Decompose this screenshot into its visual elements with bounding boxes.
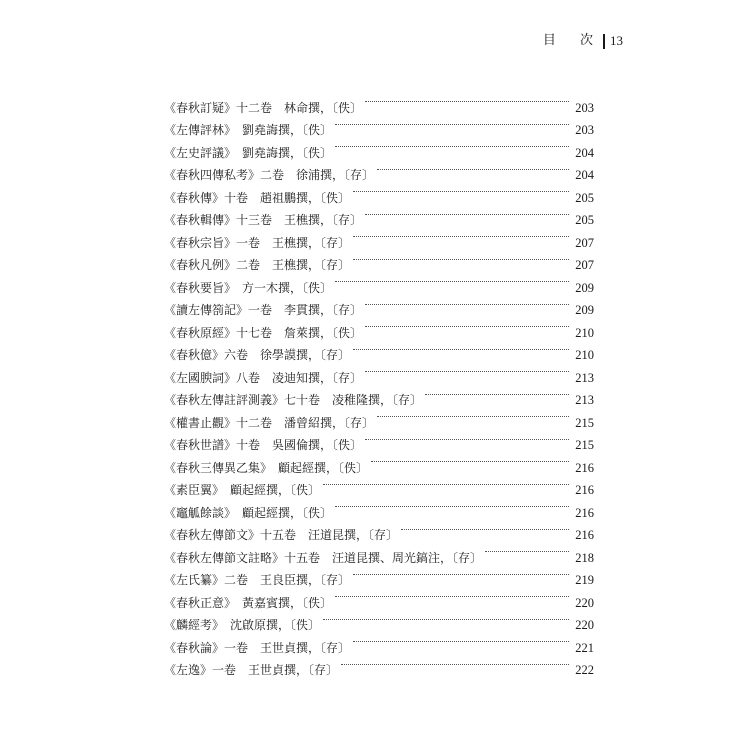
dot-leader bbox=[365, 314, 569, 337]
dot-leader bbox=[341, 652, 569, 675]
header-divider-bar bbox=[603, 34, 605, 49]
toc-entry-page: 216 bbox=[575, 483, 594, 497]
toc-entry-title: 《讀左傳箚記》一卷 李貫撰，〔存〕 bbox=[164, 303, 363, 317]
toc-entry-page: 216 bbox=[575, 528, 594, 542]
toc-entry-title: 《左逸》一卷 王世貞撰，〔存〕 bbox=[164, 663, 339, 677]
toc-entry-page: 204 bbox=[575, 168, 594, 182]
running-header bbox=[543, 33, 623, 49]
toc-entry-page: 204 bbox=[575, 145, 594, 160]
toc-entry-title: 《麟經考》 沈啟原撰，〔佚〕 bbox=[164, 618, 321, 632]
table-of-contents bbox=[164, 89, 594, 677]
toc-entry-title: 《春秋要旨》 方一木撰，〔佚〕 bbox=[164, 280, 333, 295]
toc-entry-title: 《春秋世譜》十卷 吳國倫撰，〔佚〕 bbox=[164, 438, 363, 452]
running-header-title: 目 次 bbox=[542, 33, 603, 48]
toc-entry-page: 219 bbox=[575, 573, 594, 587]
dot-leader bbox=[335, 584, 569, 607]
toc-entry-title: 《春秋凡例》二卷 王樵撰，〔存〕 bbox=[164, 258, 351, 272]
toc-entry-page: 203 bbox=[575, 123, 594, 137]
dot-leader bbox=[323, 607, 569, 630]
toc-entry-title: 《春秋輯傳》十三卷 王樵撰，〔存〕 bbox=[164, 213, 363, 227]
toc-entry-title: 《春秋訂疑》十二卷 林命撰，〔佚〕 bbox=[164, 100, 363, 115]
dot-leader bbox=[425, 382, 569, 405]
dot-leader bbox=[353, 224, 569, 247]
toc-entry-page: 205 bbox=[575, 213, 594, 227]
dot-leader bbox=[353, 247, 569, 270]
toc-entry-title: 《權書止觀》十二卷 潘曾紹撰，〔存〕 bbox=[164, 415, 375, 430]
toc-entry-page: 203 bbox=[575, 100, 594, 115]
dot-leader bbox=[335, 269, 569, 292]
toc-entry-page: 220 bbox=[575, 618, 594, 632]
toc-entry-page: 210 bbox=[575, 325, 594, 340]
dot-leader bbox=[401, 517, 569, 540]
toc-entry-title: 《左史評議》 劉堯誨撰，〔佚〕 bbox=[164, 145, 333, 160]
toc-entry-title: 《竈觚餘談》 顧起經撰，〔佚〕 bbox=[164, 505, 333, 520]
toc-entry-title: 《春秋傳》十卷 趙祖鵬撰，〔佚〕 bbox=[164, 190, 351, 205]
toc-entry-title: 《春秋四傳私考》二卷 徐浦撰，〔存〕 bbox=[164, 168, 375, 182]
toc-entry-page: 210 bbox=[575, 348, 594, 362]
toc-entry-title: 《左傳評林》 劉堯誨撰，〔佚〕 bbox=[164, 123, 333, 137]
toc-entry-title: 《春秋左傳節文》十五卷 汪道昆撰，〔存〕 bbox=[164, 528, 399, 542]
toc-entry-page: 209 bbox=[575, 303, 594, 317]
toc-entry-title: 《春秋論》一卷 王世貞撰，〔存〕 bbox=[164, 640, 351, 655]
toc-entry-title: 《春秋億》六卷 徐學謨撰，〔存〕 bbox=[164, 348, 351, 362]
toc-entry-page: 216 bbox=[575, 460, 594, 475]
dot-leader bbox=[353, 562, 569, 585]
running-header-page-number: 13 bbox=[610, 33, 623, 48]
toc-entry-title: 《春秋左傳註評測義》七十卷 凌稚隆撰，〔存〕 bbox=[164, 393, 423, 407]
dot-leader bbox=[335, 494, 569, 517]
toc-entry-page: 205 bbox=[575, 190, 594, 205]
toc-entry-page: 213 bbox=[575, 370, 594, 385]
dot-leader bbox=[335, 112, 569, 135]
dot-leader bbox=[377, 157, 569, 180]
dot-leader bbox=[365, 89, 569, 112]
dot-leader bbox=[365, 427, 569, 450]
toc-entry-page: 220 bbox=[575, 595, 594, 610]
toc-entry-title: 《春秋原經》十七卷 詹萊撰，〔佚〕 bbox=[164, 325, 363, 340]
toc-entry-page: 221 bbox=[575, 640, 594, 655]
toc-entry-page: 218 bbox=[575, 550, 594, 565]
dot-leader bbox=[485, 539, 569, 562]
dot-leader bbox=[365, 202, 569, 225]
toc-entry-page: 216 bbox=[575, 505, 594, 520]
dot-leader bbox=[365, 292, 569, 315]
toc-entry-title: 《左氏纂》二卷 王良臣撰，〔存〕 bbox=[164, 573, 351, 587]
dot-leader bbox=[323, 472, 569, 495]
toc-entry-title: 《春秋正意》 黃嘉賓撰，〔佚〕 bbox=[164, 595, 333, 610]
toc-entry-title: 《素臣翼》 顧起經撰，〔佚〕 bbox=[164, 483, 321, 497]
toc-entry-title: 《春秋左傳節文註略》十五卷 汪道昆撰、周光鎬注，〔存〕 bbox=[164, 550, 483, 565]
toc-entry-page: 209 bbox=[575, 280, 594, 295]
dot-leader bbox=[365, 359, 569, 382]
toc-entry-page: 215 bbox=[575, 415, 594, 430]
toc-entry-page: 207 bbox=[575, 258, 594, 272]
toc-entry-page: 207 bbox=[575, 235, 594, 250]
dot-leader bbox=[353, 629, 569, 652]
dot-leader bbox=[377, 404, 569, 427]
toc-entry-page: 222 bbox=[575, 663, 594, 677]
dot-leader bbox=[335, 134, 569, 157]
dot-leader bbox=[353, 337, 569, 360]
toc-entry-title: 《左國腴詞》八卷 凌迪知撰，〔存〕 bbox=[164, 370, 363, 385]
toc-entry-page: 213 bbox=[575, 393, 594, 407]
toc-entry-title: 《春秋三傳異乙集》 顧起經撰，〔佚〕 bbox=[164, 460, 369, 475]
toc-entry-page: 215 bbox=[575, 438, 594, 452]
dot-leader bbox=[353, 179, 569, 202]
dot-leader bbox=[371, 449, 569, 472]
toc-entry-title: 《春秋宗旨》一卷 王樵撰，〔存〕 bbox=[164, 235, 351, 250]
toc-entry bbox=[164, 89, 594, 115]
